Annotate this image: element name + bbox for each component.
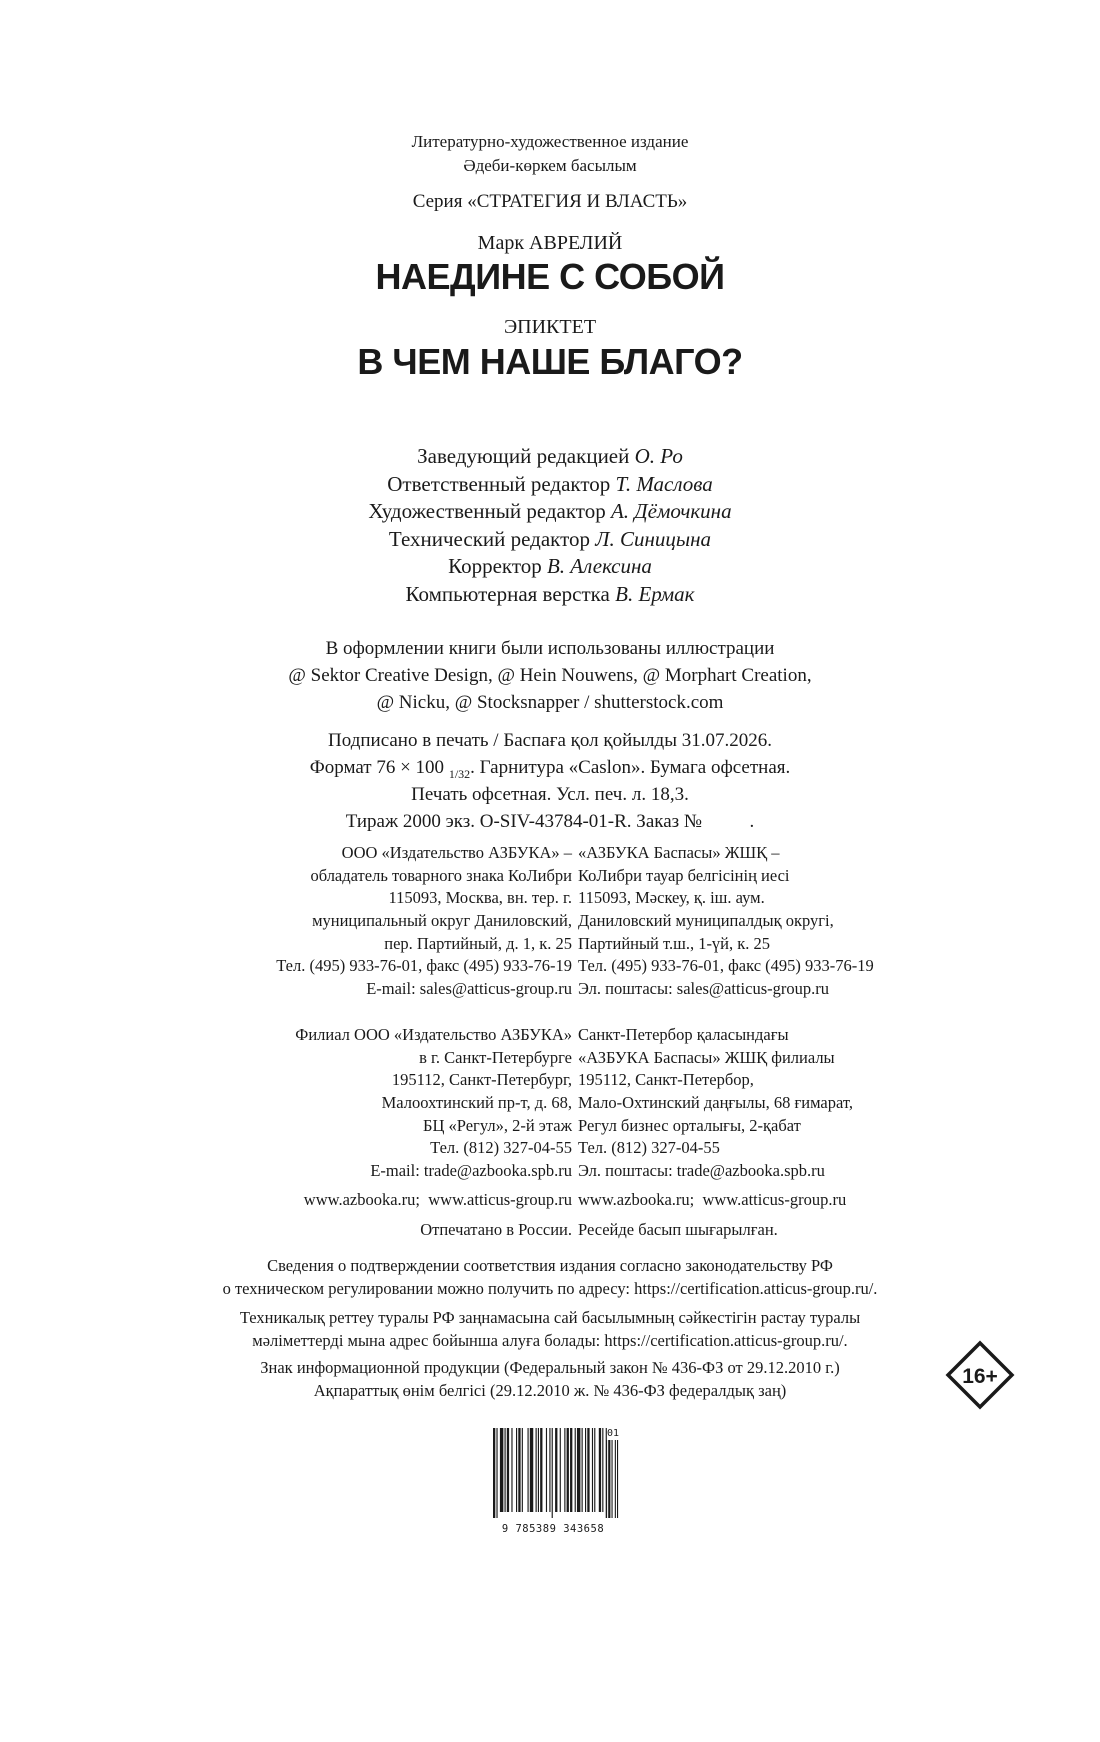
barcode-bar (505, 1428, 506, 1512)
publisher-kz-line: «АЗБУКА Баспасы» ЖШҚ – (578, 843, 780, 862)
barcode-addon-bar (606, 1440, 607, 1518)
format-fraction: 1/32 (448, 766, 471, 781)
barcode-bars (493, 1428, 618, 1518)
barcode-bar (567, 1428, 569, 1512)
barcode-bar (585, 1428, 586, 1512)
barcode-bar (577, 1428, 580, 1512)
format-prefix: Формат 76 × 100 (309, 757, 449, 778)
barcode-bar (602, 1428, 603, 1512)
barcode-bar (594, 1428, 595, 1512)
printed-in-russia-kz: Ресейде басып шығарылған. (578, 1220, 778, 1239)
info-sign (0, 1356, 1100, 1402)
run-line: Тираж 2000 экз. O-SIV-43784-01-R. Заказ № . (345, 811, 755, 832)
publisher-kz-line: Тел. (495) 933-76-01, факс (495) 933-76-19 (578, 956, 874, 976)
barcode-bar (518, 1428, 520, 1512)
publisher-kz-email: Эл. поштасы: sales@atticus-group.ru (578, 979, 829, 999)
barcode-addon-bar (608, 1440, 610, 1518)
publisher-ru-line: ООО «Издательство АЗБУКА» – (341, 843, 572, 862)
publisher-kz-line: 115093, Мәскеу, қ. іш. аум. (578, 888, 765, 908)
barcode-addon-bar (617, 1440, 618, 1518)
branch-ru (295, 1024, 572, 1183)
barcode-bar (538, 1428, 539, 1512)
credit-name: О. Ро (634, 444, 683, 468)
format-line (0, 754, 1100, 781)
barcode-bar (549, 1428, 550, 1512)
title-1: НАЕДИНЕ С СОБОЙ (375, 256, 725, 297)
barcode-bar (530, 1428, 533, 1512)
barcode-bar (500, 1428, 503, 1512)
barcode-digits: 9 785389 343658 (501, 1523, 605, 1535)
publisher-kz-line: Партийный т.ш., 1-үй, к. 25 (578, 933, 771, 953)
branch-ru-line: БЦ «Регул», 2-й этаж (423, 1115, 572, 1135)
credit-row (0, 498, 1100, 526)
printed-ru (420, 1219, 572, 1242)
branch-ru-line: Малоохтинский пр-т, д. 68, (381, 1093, 572, 1113)
website-links: www.azbooka.ru; www.atticus-group.ru (578, 1190, 847, 1209)
barcode-bar (546, 1428, 547, 1512)
branch-ru-line: Филиал ООО «Издательство АЗБУКА» (295, 1025, 572, 1044)
branch-ru-line: в г. Санкт-Петербурге (419, 1047, 572, 1067)
isbn-barcode (489, 1424, 625, 1536)
branch-ru-line: Тел. (812) 327-04-55 (430, 1138, 572, 1158)
barcode-bar (511, 1428, 512, 1512)
title-2: В ЧЕМ НАШЕ БЛАГО? (357, 341, 743, 382)
edition-type-kz: Әдеби-көркем басылым (463, 156, 637, 175)
illustrations-line: В оформлении книги были использованы иллюстрации (325, 638, 775, 659)
printed-in-russia: Отпечатано в России. (420, 1220, 572, 1239)
barcode-bar (560, 1428, 561, 1512)
barcode-addon-digits: 01 (606, 1428, 620, 1439)
certification-line: о техническом регулировании можно получить по адресу: https://certification.atticus-group.ru/. (222, 1279, 878, 1298)
print-info (0, 727, 1100, 835)
certification-line: Техникалық реттеу туралы РФ заңнамасына сай басылымның сәйкестігін растау туралы (239, 1308, 861, 1327)
branch-ru-line: 195112, Санкт-Петербург, (391, 1070, 572, 1090)
publisher-ru-line: пер. Партийный, д. 1, к. 25 (384, 933, 572, 953)
printing-line: Печать офсетная. Усл. печ. л. 18,3. (411, 784, 689, 805)
websites-kz (578, 1189, 846, 1212)
publisher-ru (276, 842, 572, 1001)
illustrations-line: @ Sektor Creative Design, @ Hein Nouwens, @ Morphart Creation, (288, 665, 812, 686)
credit-row (0, 443, 1100, 471)
barcode-bar (536, 1428, 537, 1512)
publisher-ru-line: Тел. (495) 933-76-01, факс (495) 933-76-19 (276, 956, 572, 976)
branch-kz-line: Регул бизнес орталығы, 2-қабат (578, 1115, 801, 1135)
series-line: Серия «СТРАТЕГИЯ И ВЛАСТЬ» (412, 191, 688, 212)
info-sign-line: Знак информационной продукции (Федеральный закон № 436-ФЗ от 29.12.2010 г.) (260, 1358, 840, 1377)
publisher-kz-line: Даниловский муниципалдық округі, (578, 911, 834, 931)
publisher-ru-email: E-mail: sales@atticus-group.ru (366, 979, 572, 999)
branch-kz-line: «АЗБУКА Баспасы» ЖШҚ филиалы (578, 1047, 835, 1067)
barcode-addon-bar (615, 1440, 616, 1518)
credit-role: Корректор (448, 554, 542, 579)
website-links: www.azbooka.ru; www.atticus-group.ru (303, 1190, 572, 1209)
certification-kz (0, 1306, 1100, 1352)
barcode-bar (522, 1428, 523, 1512)
author-1: Марк АВРЕЛИЙ (477, 232, 623, 254)
barcode-bar (587, 1428, 589, 1512)
printed-kz (578, 1219, 778, 1242)
author-2: ЭПИКТЕТ (503, 316, 597, 338)
credit-name: Т. Маслова (615, 471, 713, 496)
credit-name: Л. Синицына (595, 526, 712, 551)
illustrations-line: @ Nicku, @ Stocksnapper / shutterstock.com (376, 692, 724, 713)
credit-row (0, 581, 1100, 609)
credit-name: В. Ермак (615, 581, 695, 606)
barcode-bar (564, 1428, 565, 1512)
branch-kz-line: Тел. (812) 327-04-55 (578, 1138, 720, 1158)
credit-name: В. Алексина (546, 554, 652, 579)
credit-row (0, 553, 1100, 581)
branch-kz-email: Эл. поштасы: trade@azbooka.spb.ru (578, 1161, 825, 1181)
age-rating-badge (945, 1340, 1015, 1410)
branch-kz-line: Санкт-Петербор қаласындағы (578, 1025, 789, 1044)
barcode-bar (592, 1428, 593, 1512)
certification-line: мәліметтерді мына адрес бойынша алуға болады: https://certification.atticus-group.ru/. (252, 1331, 848, 1350)
websites-ru (304, 1189, 572, 1212)
barcode-bar (516, 1428, 517, 1512)
barcode-bar (582, 1428, 583, 1512)
publisher-kz-line: КоЛибри тауар белгісінің иесі (578, 865, 790, 885)
credit-role: Технический редактор (388, 526, 591, 551)
barcode-bar (575, 1428, 576, 1512)
branch-kz-line: Мало-Охтинский даңғылы, 68 ғимарат, (578, 1093, 853, 1113)
edition-type: Литературно-художественное издание (411, 132, 689, 151)
publisher-ru-line: обладатель товарного знака КоЛибри (310, 865, 572, 885)
credit-row (0, 471, 1100, 499)
barcode-bar (599, 1428, 601, 1512)
signed-line: Подписано в печать / Баспаға қол қойылды 31.07.2026. (328, 730, 772, 751)
credit-row (0, 526, 1100, 554)
format-suffix: . Гарнитура «Caslon». Бумага офсетная. (470, 757, 791, 778)
branch-ru-email: E-mail: trade@azbooka.spb.ru (370, 1161, 572, 1181)
branch-kz-line: 195112, Санкт-Петербор, (578, 1070, 754, 1090)
info-sign-line: Ақпараттық өнім белгісі (29.12.2010 ж. № 436-ФЗ федералдық заң) (313, 1381, 787, 1400)
publisher-kz (578, 842, 874, 1001)
publisher-ru-line: муниципальный округ Даниловский, (312, 911, 572, 931)
illustrations-credit (0, 635, 1100, 716)
barcode-bar (507, 1428, 509, 1512)
credits-list (0, 443, 1100, 609)
barcode-bar (552, 1428, 553, 1518)
credit-role: Ответственный редактор (387, 471, 611, 496)
credit-name: А. Дёмочкина (610, 499, 732, 524)
barcode-bar (540, 1428, 542, 1512)
branch-kz (578, 1024, 853, 1183)
certification-line: Сведения о подтверждении соответствия издания согласно законодательству РФ (267, 1256, 833, 1275)
credit-role: Художественный редактор (368, 499, 606, 524)
certification-ru (0, 1254, 1100, 1300)
age-rating-text: 16+ (962, 1365, 998, 1388)
barcode-bar (570, 1428, 572, 1512)
barcode-addon-bar (612, 1440, 613, 1518)
barcode-bar (555, 1428, 557, 1512)
barcode-bar (528, 1428, 529, 1512)
credit-role: Заведующий редакцией (417, 444, 630, 468)
credit-role: Компьютерная верстка (405, 581, 610, 606)
barcode-bar (496, 1428, 497, 1518)
barcode-bar (493, 1428, 495, 1518)
publisher-ru-line: 115093, Москва, вн. тер. г. (388, 888, 572, 908)
